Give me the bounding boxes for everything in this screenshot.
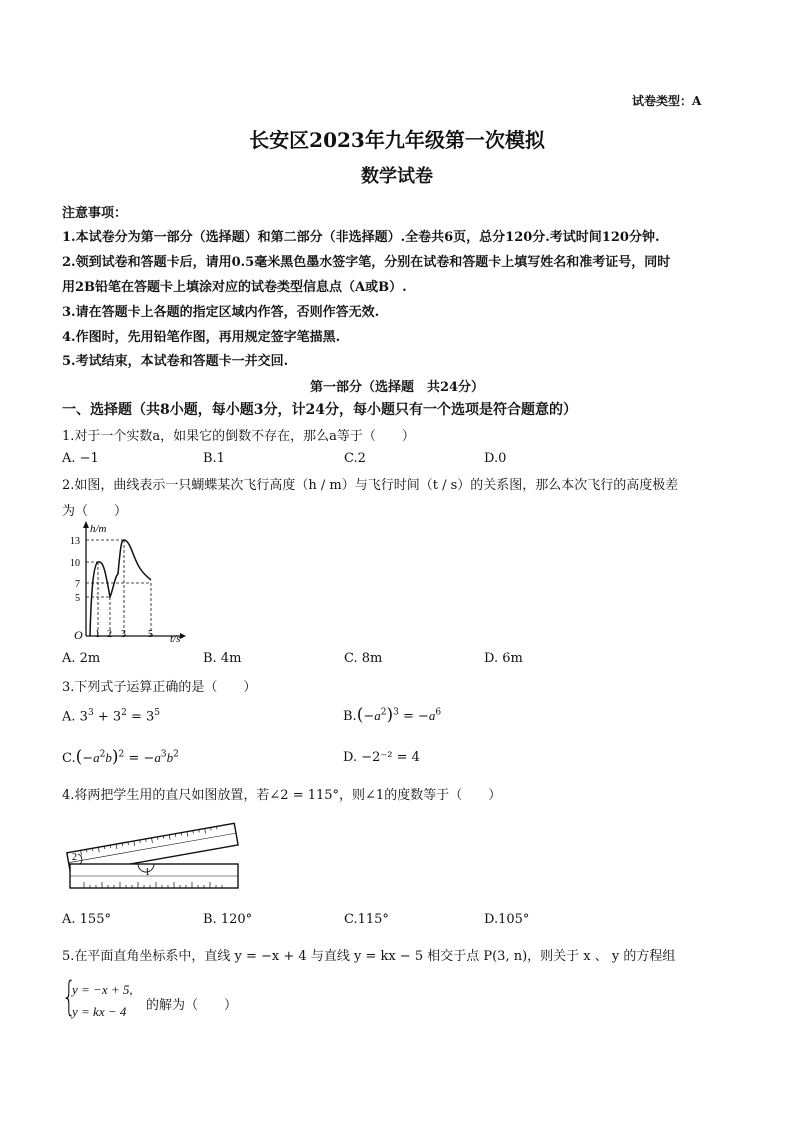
system-eq2: y = kx − 4 [72,1004,127,1019]
part1-title: 第一部分（选择题 共24分） [309,380,485,395]
q2-option-d: D. 6m [484,651,523,666]
q2-graph [62,518,192,646]
y-tick-13: 13 [70,536,80,547]
notice-item: 4.作图时，先用铅笔作图，再用规定签字笔描黑. [62,330,341,345]
x-tick-1: 1 [95,629,100,640]
x-tick-5: 5 [148,629,153,640]
notice-item: 2.领到试卷和答题卡后，请用0.5毫米黑色墨水签字笔，分别在试卷和答题卡上填写姓名和准考证号，同时 [62,255,671,270]
q5-equation-system [62,974,262,1026]
y-tick-5: 5 [75,593,80,604]
system-eq1: y = −x + 5, [72,982,133,997]
q1-stem: 1.对于一个实数a，如果它的倒数不存在，那么a等于（ ） [62,429,415,444]
brace-icon: { [62,974,76,1020]
q5-tail: 的解为（ ） [146,998,238,1013]
y-tick-7: 7 [75,579,80,590]
angle1-label: 1 [145,867,150,878]
q1-option-d: D.0 [484,451,507,466]
notice-item: 3.请在答题卡上各题的指定区域内作答，否则作答无效. [62,305,380,320]
x-axis-label: t/s [170,633,181,645]
q2-option-b: B. 4m [203,651,242,666]
q2-stem-cont: 为（ ） [62,504,128,519]
page-title: 长安区2023年九年级第一次模拟 [249,128,545,152]
flight-curve [90,540,151,636]
dashed-guides [86,540,151,636]
q4-option-c: C.115° [344,912,389,927]
page-subtitle: 数学试卷 [361,166,433,187]
notice-item: 用2B铅笔在答题卡上填涂对应的试卷类型信息点（A或B）. [62,280,407,295]
angle2-label: 2 [72,852,77,863]
q3-stem: 3.下列式子运算正确的是（ ） [62,680,257,695]
q1-option-c: C.2 [344,451,366,466]
y-axis-label: h/m [90,523,107,535]
x-axis-arrow-icon [180,633,186,639]
notice-item: 1.本试卷分为第一部分（选择题）和第二部分（非选择题）.全卷共6页，总分120分.考试时间120分钟. [62,230,660,245]
notice-item: 5.考试结束，本试卷和答题卡一并交回. [62,354,289,369]
q4-option-a: A. 155° [62,912,111,927]
x-tick-3: 3 [121,629,126,640]
x-tick-2: 2 [107,629,112,640]
q5-stem: 5.在平面直角坐标系中，直线 y = −x + 4 与直线 y = kx − 5 相交于点 P(3, n)，则关于 x 、 y 的方程组 [62,949,676,964]
q2-option-a: A. 2m [62,651,101,666]
q4-option-d: D.105° [484,912,530,927]
section-heading: 一、选择题（共8小题，每小题3分，计24分，每小题只有一个选项是符合题意的） [62,402,577,418]
q1-option-a: A. −1 [62,451,99,466]
origin-label: O [74,628,83,642]
q3-option-c: $C.(-a^2b)^2 = -a^3b^2$ [62,747,179,767]
q3-option-d: D. −2⁻² = 4 [343,750,420,765]
notice-heading: 注意事项： [62,206,128,221]
q2-option-c: C. 8m [344,651,383,666]
q4-option-b: B. 120° [203,912,253,927]
y-axis-arrow-icon [83,521,89,528]
y-tick-10: 10 [70,558,80,569]
exam-type: 试卷类型：A [632,94,702,108]
q2-stem: 2.如图，曲线表示一只蝴蝶某次飞行高度（h / m）与飞行时间（t / s）的关系图，那么本次飞行的高度极差 [62,478,679,493]
q1-option-b: B.1 [203,451,225,466]
q4-rulers-figure [62,812,242,894]
q3-option-a: A. $3^3 + 3^2 = 3^5$ [62,708,161,725]
q4-stem: 4.将两把学生用的直尺如图放置，若∠2 = 115°，则∠1的度数等于（ ） [62,788,502,803]
q3-option-b: $B.(-a^2)^3 = -a^6$ [343,705,442,725]
